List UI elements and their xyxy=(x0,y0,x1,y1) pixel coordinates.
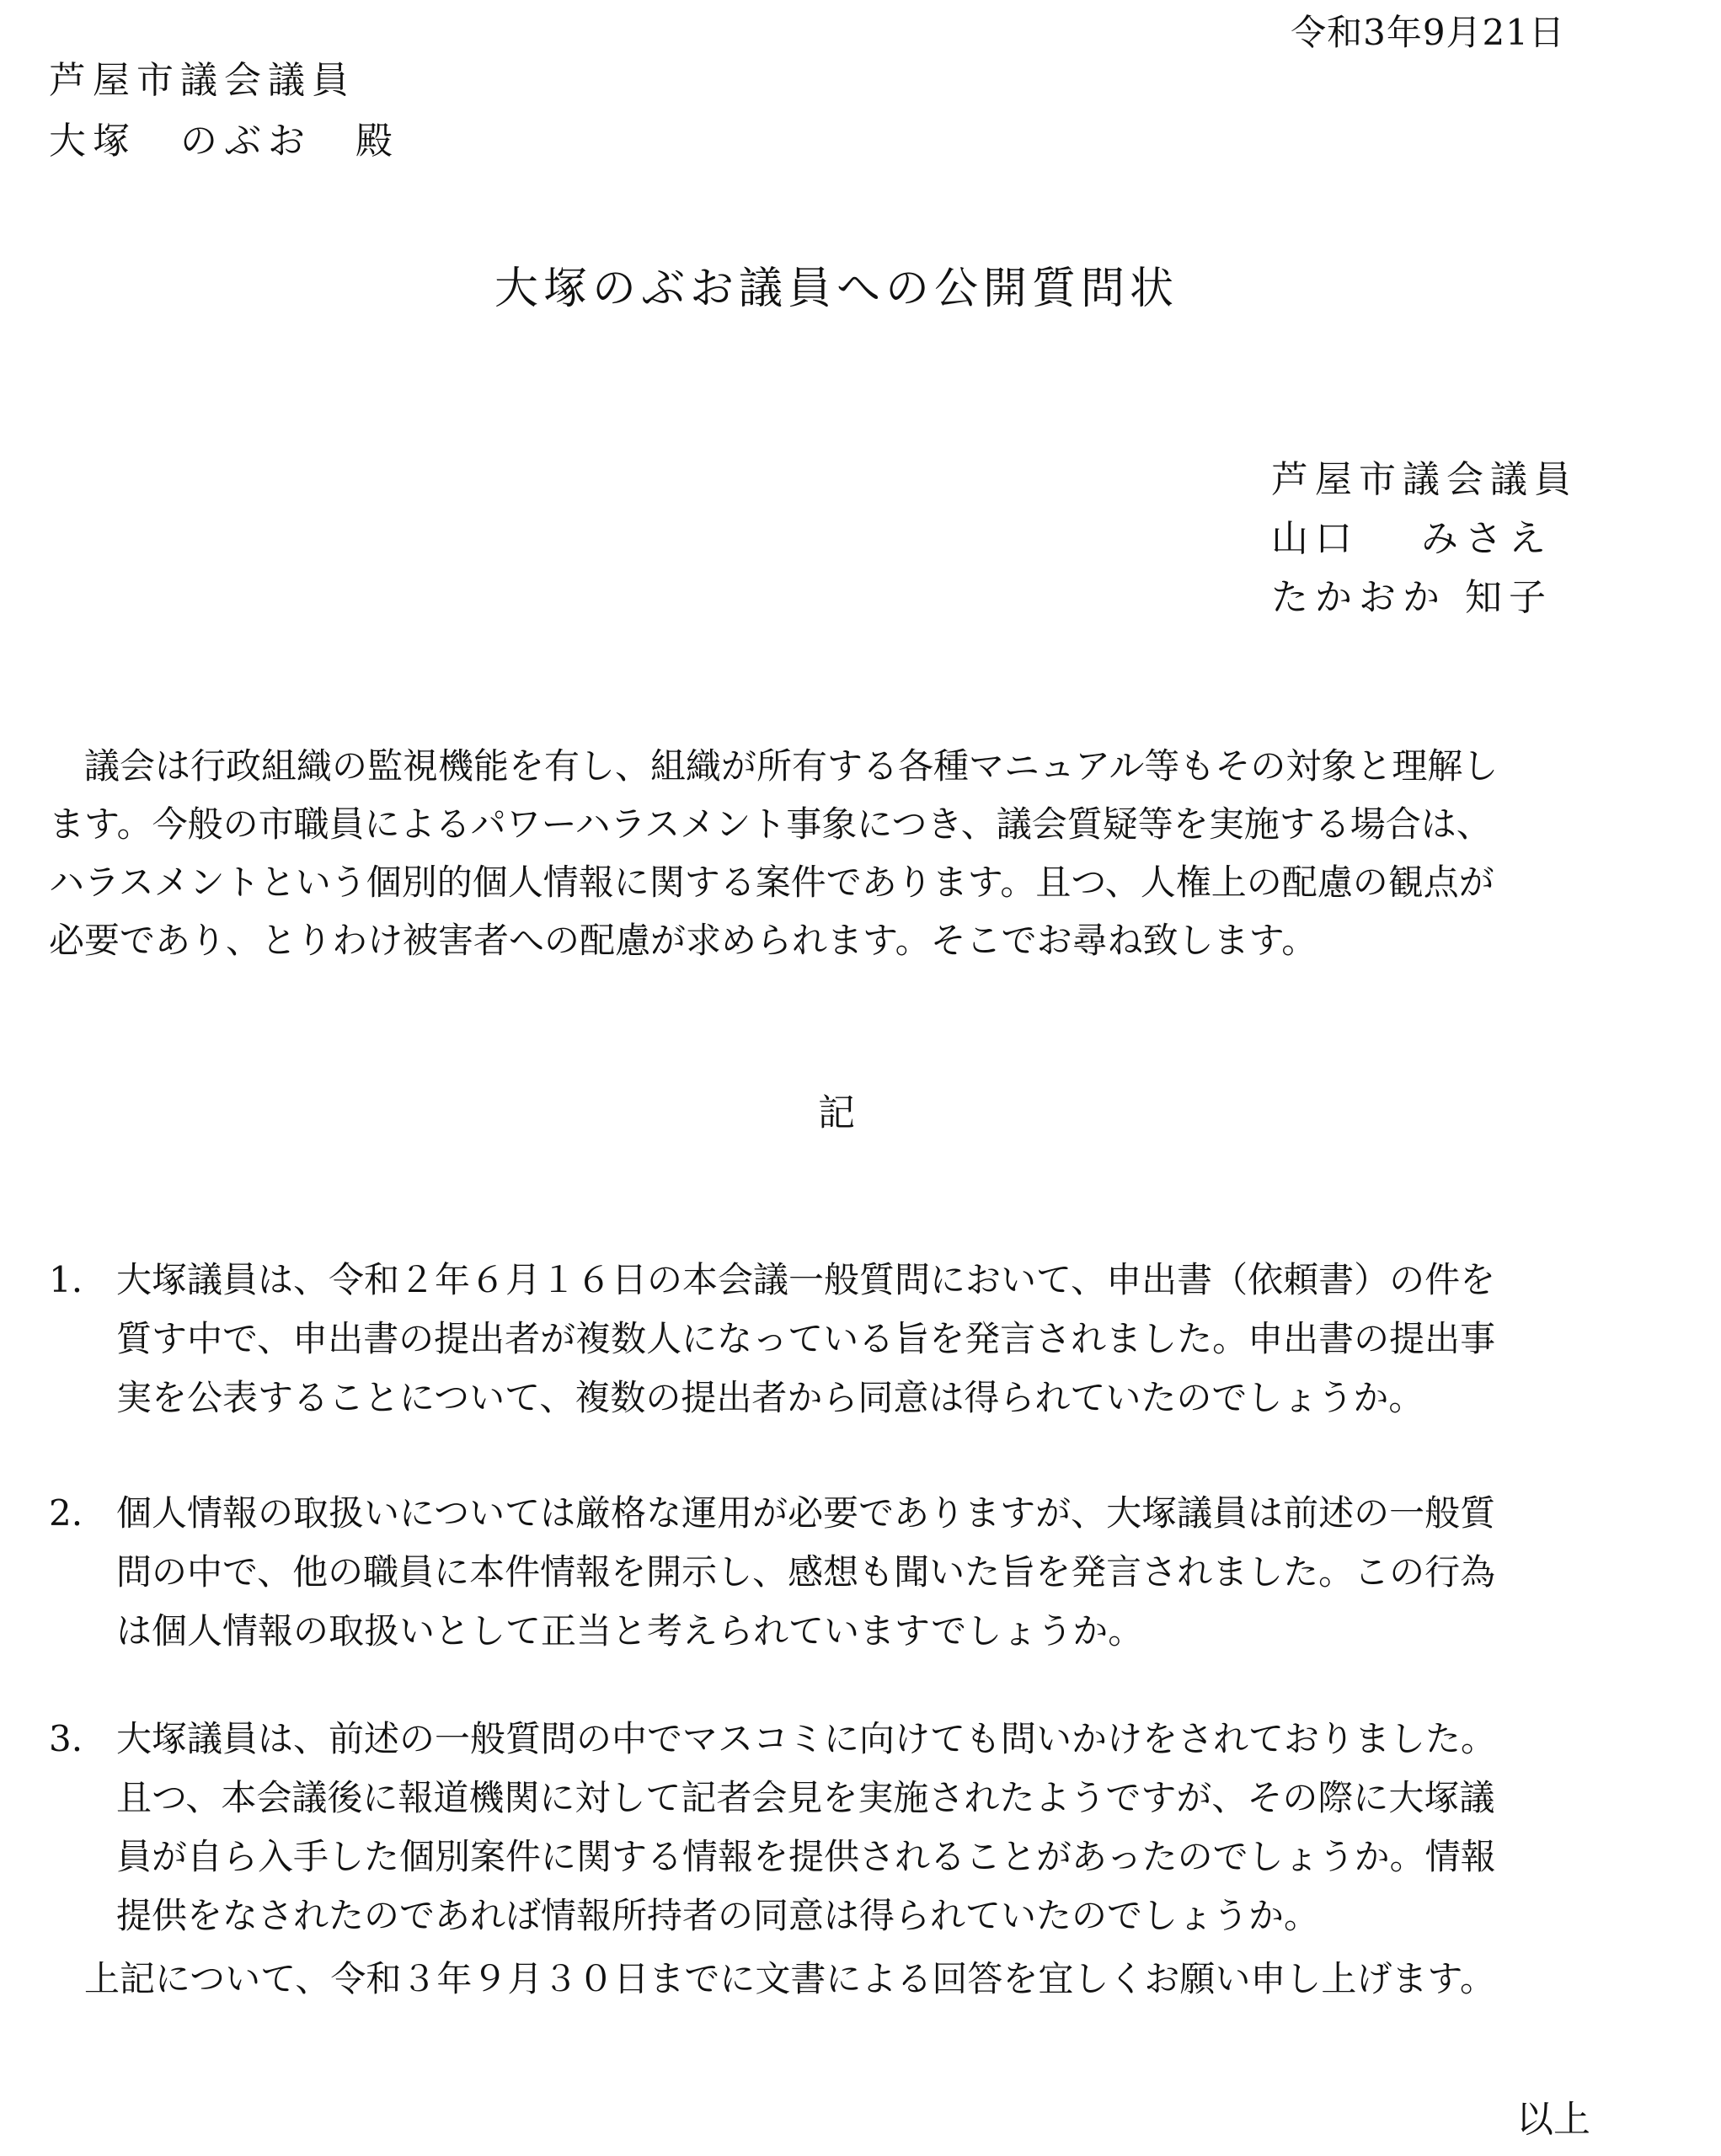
item-number: 2. xyxy=(49,1492,83,1534)
item-line: 問の中で、他の職員に本件情報を開示し、感想も聞いた旨を発言されました。この行為 xyxy=(116,1551,1496,1593)
intro-paragraph xyxy=(49,737,1599,969)
sender-block xyxy=(1271,451,1578,627)
addressee-block xyxy=(49,51,399,172)
intro-line: ます。今般の市職員によるパワーハラスメント事象につき、議会質疑等を実施する場合は、 xyxy=(49,803,1492,845)
ki-heading: 記 xyxy=(818,1091,855,1134)
sender-name-2: たかおか 知子 xyxy=(1271,576,1553,619)
item-text xyxy=(116,1251,1495,1428)
intro-line: 必要であり、とりわけ被害者への配慮が求められます。そこでお尋ね致します。 xyxy=(49,920,1317,961)
item-line: 大塚議員は、令和２年６月１６日の本会議一般質問において、申出書（依頼書）の件を xyxy=(116,1259,1496,1300)
item-line: 員が自ら入手した個別案件に関する情報を提供されることがあったのでしょうか。情報 xyxy=(116,1836,1496,1877)
intro-line: 議会は行政組織の監視機能を有し、組織が所有する各種マニュアル等もその対象と理解し xyxy=(49,745,1499,787)
closing-sentence: 上記について、令和３年９月３０日までに文書による回答を宜しくお願い申し上げます。 xyxy=(49,1958,1495,1999)
sender-role: 芦屋市議会議員 xyxy=(1271,458,1578,501)
intro-line: ハラスメントという個別的個人情報に関する案件であります。且つ、人権上の配慮の観点が xyxy=(49,862,1494,903)
item-line: 大塚議員は、前述の一般質問の中でマスコミに向けても問いかけをされておりました。 xyxy=(116,1718,1497,1759)
item-line: 個人情報の取扱いについては厳格な運用が必要でありますが、大塚議員は前述の一般質 xyxy=(116,1492,1496,1534)
sender-name-1: 山口 みさえ xyxy=(1271,517,1553,560)
item-number: 1. xyxy=(49,1259,83,1300)
addressee-name: 大塚 のぶお 殿 xyxy=(49,120,399,163)
document-date: 令和3年9月21日 xyxy=(1291,12,1565,53)
item-line: 質す中で、申出書の提出者が複数人になっている旨を発言されました。申出書の提出事 xyxy=(116,1318,1496,1359)
closing-mark: 以上 xyxy=(1516,2098,1590,2141)
document-title: 大塚のぶお議員への公開質問状 xyxy=(494,264,1179,314)
item-line: 且つ、本会議後に報道機関に対して記者会見を実施されたようですが、その際に大塚議 xyxy=(116,1777,1495,1818)
item-text xyxy=(116,1710,1496,1945)
item-line: 提供をなされたのであれば情報所持者の同意は得られていたのでしょうか。 xyxy=(116,1895,1320,1936)
item-line: は個人情報の取扱いとして正当と考えられていますでしょうか。 xyxy=(116,1610,1144,1652)
item-number: 3. xyxy=(49,1718,83,1759)
item-text xyxy=(116,1484,1495,1661)
item-line: 実を公表することについて、複数の提出者から同意は得られていたのでしょうか。 xyxy=(116,1377,1424,1418)
addressee-role: 芦屋市議会議員 xyxy=(49,59,355,102)
